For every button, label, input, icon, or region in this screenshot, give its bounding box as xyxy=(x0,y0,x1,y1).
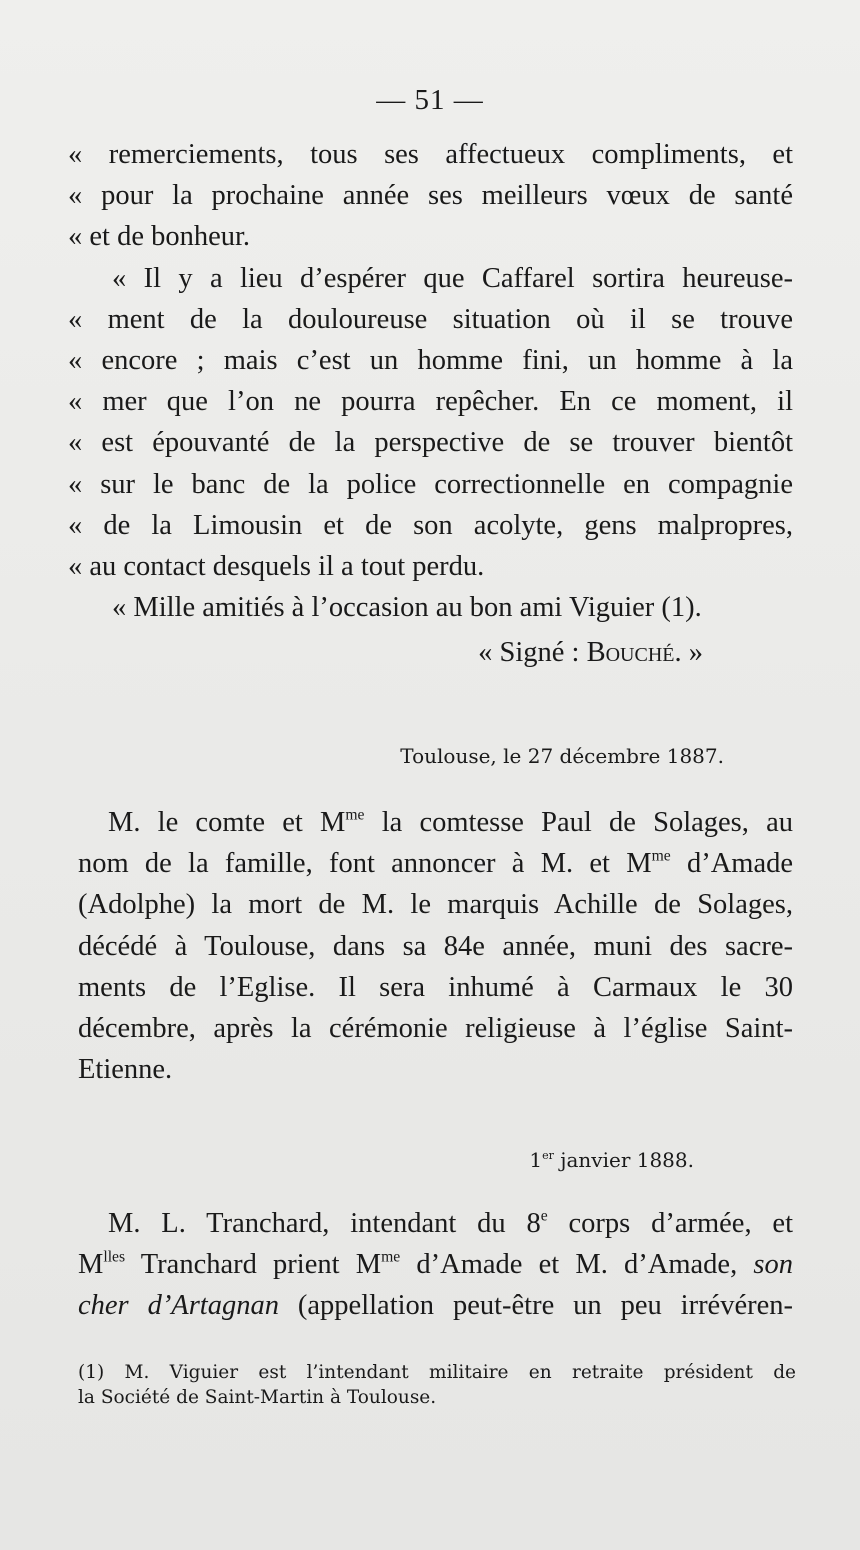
paragraph-line: (Adolphe) la mort de M. le marquis Achille de Solages, xyxy=(78,889,793,921)
letter-line: « Mille amitiés à l’occasion au bon ami Viguier (1). xyxy=(112,592,702,624)
paragraph-line: Etienne. xyxy=(78,1054,173,1086)
footnote-line: la Société de Saint-Martin à Toulouse. xyxy=(78,1387,437,1408)
paragraph-line: $M^{lles}$ Tranchard prient $M^{me}$ d’Amade et M. d’Amade, son xyxy=(78,1248,793,1281)
page-number-header: — 51 — xyxy=(376,84,484,116)
letter-signature: « Signé : Bouché. » xyxy=(478,637,703,669)
letter-line: « est épouvanté de la perspective de se trouver bientôt xyxy=(68,427,793,459)
letter-line: « de la Limousin et de son acolyte, gens malpropres, xyxy=(68,509,793,541)
letter-line: « et de bonheur. xyxy=(68,221,251,253)
footnote xyxy=(78,1360,796,1410)
letter-line: « Il y a lieu d’espérer que Caffarel sortira heureuse- xyxy=(112,262,793,294)
paragraph-line: M. le comte et $M^{me}$ la comtesse Paul de Solages, au xyxy=(108,806,793,838)
letter-line: « remerciements, tous ses affectueux compliments, et xyxy=(68,139,793,170)
paragraph-line: cher d’Artagnan (appellation peut-être un peu irrévéren- xyxy=(78,1290,793,1322)
paragraph-line: décembre, après la cérémonie religieuse à l’église Saint- xyxy=(78,1013,793,1045)
dateline-toulouse: Toulouse, le 27 décembre 1887. xyxy=(400,744,724,768)
signature-name: Bouché xyxy=(586,637,675,669)
paragraph-line: nom de la famille, font annoncer à M. et $M^{me}$ d’Amade xyxy=(78,847,793,880)
paragraph-line: décédé à Toulouse, dans sa 84e année, muni des sacre- xyxy=(78,930,793,962)
footnote-line: (1) M. Viguier est l’intendant militaire en retraite président de xyxy=(78,1362,796,1383)
letter-line: « mer que l’on ne pourra repêcher. En ce moment, il xyxy=(68,386,793,418)
letter-line: « ment de la douloureuse situation où il se trouve xyxy=(68,303,793,335)
paragraph-line: M. L. Tranchard, intendant du 8e corps d’armée, et xyxy=(108,1207,793,1239)
letter-line: « pour la prochaine année ses meilleurs vœux de santé xyxy=(68,180,793,212)
letter-line: « sur le banc de la police correctionnelle en compagnie xyxy=(68,468,793,500)
dateline-january: 1er janvier 1888. xyxy=(529,1148,694,1172)
letter-line: « encore ; mais c’est un homme fini, un homme à la xyxy=(68,345,793,377)
letter-line: « au contact desquels il a tout perdu. xyxy=(68,551,485,583)
entry-tranchard xyxy=(78,1203,793,1327)
paragraph-line: ments de l’Eglise. Il sera inhumé à Carmaux le 30 xyxy=(78,971,793,1003)
entry-solages xyxy=(78,802,793,1090)
letter-quote xyxy=(68,134,793,674)
